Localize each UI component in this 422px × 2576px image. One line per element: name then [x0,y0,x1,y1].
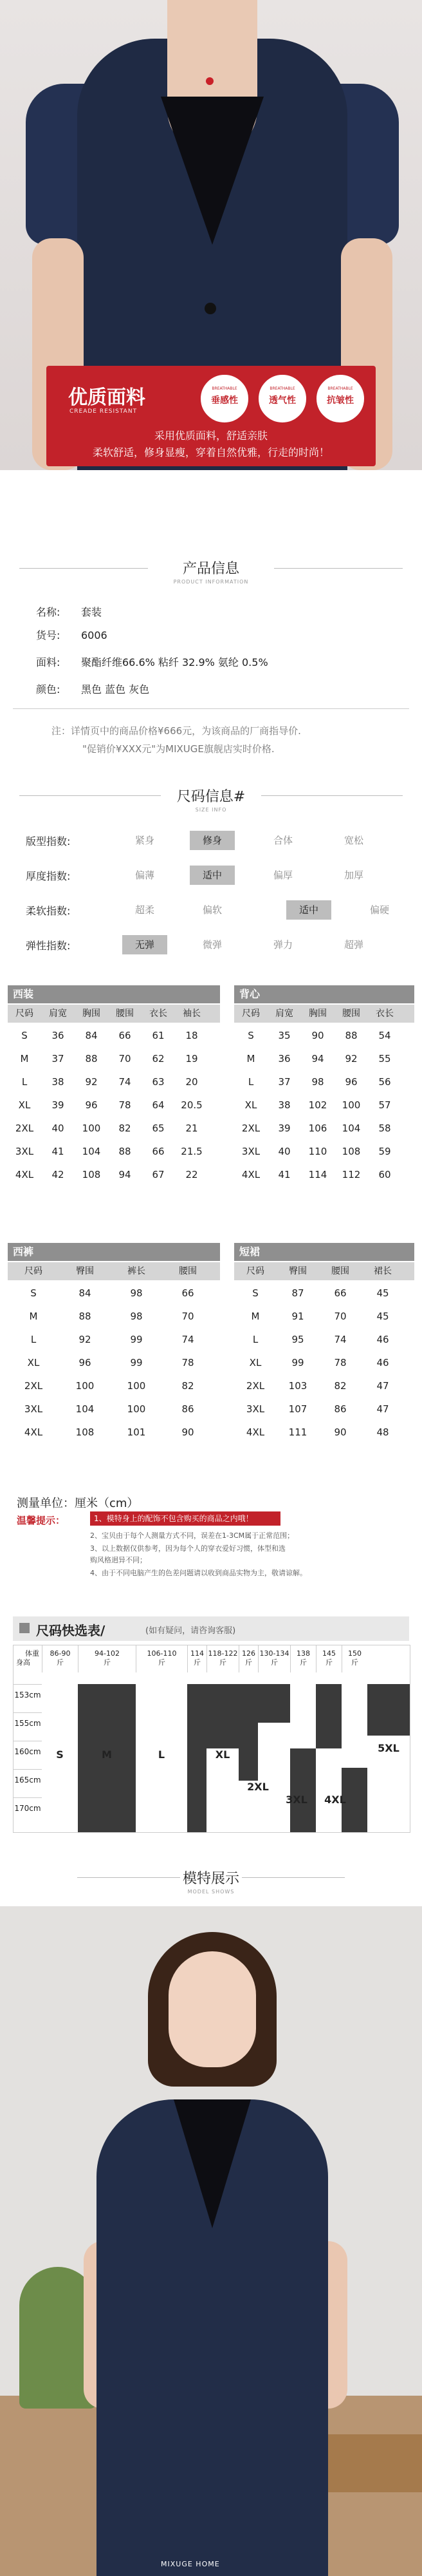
size-table-cell: 45 [376,1311,389,1322]
size-table-cell: 2XL [246,1380,265,1392]
index-option-selected: 适中 [190,866,235,885]
size-table-cell: 4XL [241,1169,261,1180]
size-table-header-cell: 胸围 [309,1009,327,1019]
size-table-cell: 2XL [24,1380,43,1392]
size-label: 2XL [247,1781,269,1793]
size-table-cell: 56 [378,1076,391,1088]
index-option: 加厚 [344,869,363,881]
index-option: 紧身 [134,835,154,846]
feature-en: BREATHABLE [212,386,237,391]
size-table-cell: 96 [85,1099,98,1111]
size-table-cell: 54 [378,1030,391,1041]
index-option: 合体 [273,835,293,846]
size-table-cell: 65 [152,1122,165,1134]
section-subtitle: SIZE INFO [195,807,227,813]
size-table-header-cell: 尺码 [246,1266,264,1276]
size-table-cell: L [252,1334,259,1345]
size-table-header-cell: 尺码 [15,1009,33,1019]
size-table-header-cell: 腰围 [116,1009,134,1019]
info-label: 颜色: [36,683,60,696]
info-name [36,604,102,619]
index-label: 版型指数: [26,835,71,848]
size-table-cell: 104 [75,1403,95,1415]
hero-image [0,0,422,470]
size-table-cell: 111 [288,1426,307,1438]
square-icon [19,1623,30,1633]
size-table-cell: 58 [378,1122,391,1134]
size-table-cell: 103 [288,1380,307,1392]
weight-header: 138 斤 [290,1645,316,1672]
size-table-cell: 78 [181,1357,194,1368]
size-table-cell: 66 [118,1030,131,1041]
size-table-cell: 38 [278,1099,291,1111]
size-table-cell: 91 [291,1311,304,1322]
size-table-cell: 64 [152,1099,165,1111]
size-table-cell: 104 [342,1122,361,1134]
size-table-cell: 88 [345,1030,358,1041]
size-table-cell: 60 [378,1169,391,1180]
index-label: 柔软指数: [26,905,71,917]
fabric-banner [46,366,376,466]
tip-line: 4、由于不同电脑产生的色差问题请以收到商品实物为主，敬请谅解。 [90,1569,307,1577]
weight-header: 130-134 斤 [258,1645,290,1672]
size-table-cell: 74 [181,1334,194,1345]
size-table-cell: 84 [78,1287,91,1299]
size-table-cell: 99 [291,1357,304,1368]
index-option-selected: 无弹 [122,935,167,954]
size-table-cell: 108 [342,1146,361,1157]
size-table-cell: 2XL [15,1122,34,1134]
size-table-cell: 110 [308,1146,327,1157]
size-table-cell: 92 [345,1053,358,1065]
size-table-header-cell: 衣长 [149,1009,167,1019]
tip-label: 温馨提示： [17,1515,66,1526]
corner-weight: 体重 [25,1649,39,1658]
weight-header: 106-110 斤 [136,1645,187,1672]
size-table-cell: 82 [181,1380,194,1392]
size-table-cell: S [248,1030,254,1041]
size-table-cell: S [252,1287,259,1299]
size-table-cell: 99 [130,1357,143,1368]
weight-header: 94-102 斤 [78,1645,136,1672]
quick-size-hint: (如有疑问，请咨询客服) [145,1626,236,1636]
size-table-cell: 19 [185,1053,198,1065]
size-table-cell: 100 [127,1380,146,1392]
size-table-cell: 84 [85,1030,98,1041]
size-table-cell: 40 [278,1146,291,1157]
info-value: 聚酯纤维66.6% 粘纤 32.9% 氨纶 0.5% [81,656,268,668]
size-table-cell: 107 [288,1403,307,1415]
banner-desc-1: 采用优质面料，舒适亲肤 [154,430,268,442]
size-table-cell: M [251,1311,260,1322]
index-option: 微弹 [202,939,222,951]
size-table-cell: 101 [127,1426,146,1438]
size-table-header-cell: 腰围 [342,1009,360,1019]
index-option: 偏硬 [369,904,389,916]
feature-cn: 抗皱性 [327,395,354,406]
size-table-cell: 39 [278,1122,291,1134]
feature-en: BREATHABLE [270,386,295,391]
size-table-cell: 100 [82,1122,101,1134]
index-option: 宽松 [344,835,363,846]
info-sku [36,627,107,642]
corner-height: 身高 [16,1658,30,1667]
size-table-cell: 41 [278,1169,291,1180]
size-block [290,1748,316,1832]
index-option: 超柔 [134,904,154,916]
height-label: 160cm [14,1741,42,1762]
size-table-cell: 100 [127,1403,146,1415]
quick-size-bar [13,1616,409,1641]
size-table-cell: 106 [308,1122,327,1134]
section-title: 模特展示 [182,1871,239,1887]
size-table-cell: 108 [75,1426,95,1438]
size-table-cell: 66 [334,1287,347,1299]
index-option: 偏厚 [273,869,293,881]
size-table-cell: 100 [342,1099,361,1111]
size-table-cell: L [21,1076,28,1088]
index-option-selected: 修身 [190,831,235,850]
size-table-cell: 90 [311,1030,324,1041]
size-table-cell: M [29,1311,38,1322]
size-table-cell: 66 [181,1287,194,1299]
size-table-header-cell: 裤长 [127,1266,145,1276]
index-label: 弹性指数: [26,940,71,952]
size-table-cell: XL [244,1099,257,1111]
size-table-cell: XL [249,1357,262,1368]
size-table-cell: 92 [78,1334,91,1345]
weight-header: 118-122 斤 [206,1645,239,1672]
size-label: 3XL [286,1794,307,1806]
size-table-header-cell: 尺码 [242,1009,260,1019]
size-info-heading [0,786,422,813]
height-label: 155cm [14,1712,42,1734]
size-table-cell: 4XL [24,1426,43,1438]
height-label: 170cm [14,1797,42,1819]
size-table-cell: 63 [152,1076,165,1088]
size-table-cell: 96 [78,1357,91,1368]
index-option: 偏薄 [134,869,154,881]
size-table-cell: 21.5 [181,1146,203,1157]
size-table-cell: 66 [152,1146,165,1157]
feature-cn: 透气性 [269,395,296,406]
index-fit [26,831,399,850]
section-subtitle: PRODUCT INFORMATION [173,579,249,585]
feature-badge-drape [201,375,248,422]
size-table-cell: 100 [75,1380,95,1392]
size-table-cell: 36 [278,1053,291,1065]
size-table-cell: L [30,1334,37,1345]
section-subtitle: MODEL SHOWS [187,1889,235,1895]
size-table-cell: 20 [185,1076,198,1088]
size-table-cell: 88 [85,1053,98,1065]
size-label: XL [215,1748,230,1761]
index-elasticity [26,935,399,954]
size-table-cell: 3XL [24,1403,43,1415]
size-table-cell: 90 [181,1426,194,1438]
weight-header: 150 斤 [342,1645,367,1672]
size-table-cell: 2XL [241,1122,261,1134]
index-label: 厚度指数: [26,870,71,882]
size-table-cell: 82 [334,1380,347,1392]
size-table-cell: 3XL [15,1146,34,1157]
size-table-cell: 42 [51,1169,64,1180]
quick-size-grid [13,1645,410,1833]
size-table-cell: 102 [308,1099,327,1111]
info-label: 面料: [36,656,60,668]
banner-subtitle: CREADE RESISTANT [69,408,138,415]
measure-unit: 测量单位：厘米（cm） [17,1497,139,1510]
size-block [367,1684,410,1736]
weight-header: 145 斤 [316,1645,342,1672]
size-table-cell: 78 [118,1099,131,1111]
size-table-cell: 74 [118,1076,131,1088]
hero-inner-top [161,97,264,245]
size-label: 4XL [324,1794,346,1806]
size-table-cell: 92 [85,1076,98,1088]
size-table-header-cell: 腰围 [331,1266,349,1276]
size-table-cell: 86 [181,1403,194,1415]
size-table-title: 西裤 [8,1243,220,1261]
size-table-cell: 48 [376,1426,389,1438]
size-table-cell: 40 [51,1122,64,1134]
size-table-cell: 3XL [241,1146,261,1157]
size-label: M [102,1748,112,1761]
size-table-cell: 94 [118,1169,131,1180]
size-table-cell: 38 [51,1076,64,1088]
banner-title: 优质面料 [68,386,145,409]
size-table-cell: M [20,1053,29,1065]
size-block [258,1684,290,1723]
size-table-cell: 70 [334,1311,347,1322]
size-table-cell: 46 [376,1357,389,1368]
hero-pendant [206,77,214,85]
size-block [239,1684,258,1781]
tip-line: 2、宝贝由于每个人测量方式不同，误差在1-3CM属于正常范围； [90,1531,295,1540]
size-table-header-cell: 衣长 [376,1009,394,1019]
info-value: 黑色 蓝色 灰色 [81,683,150,696]
size-table-cell: 114 [308,1169,327,1180]
size-table-cell: 78 [334,1357,347,1368]
size-table-cell: 88 [118,1146,131,1157]
size-table-title: 背心 [234,985,414,1003]
size-table-cell: 59 [378,1146,391,1157]
model-inner-top [174,2099,251,2228]
size-table-cell: 18 [185,1030,198,1041]
quick-size-title: 尺码快选表/ [36,1623,106,1638]
feature-badge-wrinkle [316,375,364,422]
size-table-cell: 39 [51,1099,64,1111]
size-table-cell: 37 [51,1053,64,1065]
size-table-cell: 95 [291,1334,304,1345]
size-table-cell: 47 [376,1403,389,1415]
size-table-header-cell: 肩宽 [49,1009,67,1019]
size-table-cell: 45 [376,1287,389,1299]
feature-cn: 垂感性 [211,395,238,406]
size-table-cell: 88 [78,1311,91,1322]
size-table-cell: 36 [51,1030,64,1041]
feature-en: BREATHABLE [327,386,353,391]
tip-highlight: 1、模特身上的配饰不包含购买的商品之内哦！ [90,1511,280,1526]
size-table-cell: S [21,1030,28,1041]
index-option: 偏软 [202,904,222,916]
size-table-header-cell: 臀围 [76,1266,94,1276]
size-table-header-cell: 胸围 [82,1009,100,1019]
size-table-header-cell: 肩宽 [275,1009,293,1019]
size-table-cell: S [30,1287,37,1299]
size-table-cell: 57 [378,1099,391,1111]
size-table-header-cell: 尺码 [24,1266,42,1276]
index-option-selected: 适中 [286,900,331,920]
size-table-cell: 61 [152,1030,165,1041]
size-table-header-cell: 腰围 [179,1266,197,1276]
height-label: 165cm [14,1769,42,1790]
size-table-cell: 99 [130,1334,143,1345]
size-table-cell: XL [18,1099,31,1111]
size-table-cell: M [246,1053,255,1065]
size-table-cell: 98 [130,1311,143,1322]
banner-desc-2: 柔软舒适，修身显瘦，穿着自然优雅，行走的时尚！ [92,446,329,459]
size-table-cell: 70 [118,1053,131,1065]
tip-line: 3、以上数据仅供参考，因为每个人的穿衣爱好习惯，体型和选 [90,1544,286,1553]
model-face [169,1951,256,2067]
size-table-cell: 98 [130,1287,143,1299]
info-label: 货号: [36,629,60,641]
size-table-header-cell: 袖长 [183,1009,201,1019]
size-table-cell: 112 [342,1169,361,1180]
size-table-cell: 67 [152,1169,165,1180]
product-info-heading [0,558,422,585]
size-label: S [56,1748,64,1761]
size-table-cell: 104 [82,1146,101,1157]
size-block [206,1684,239,1748]
index-softness [26,900,399,920]
size-table-title: 短裙 [234,1243,414,1261]
size-table-cell: 22 [185,1169,198,1180]
size-block [316,1684,342,1748]
size-table-cell: 47 [376,1380,389,1392]
section-title: 产品信息 [182,561,239,577]
section-title: 尺码信息# [176,789,246,805]
size-table-cell: 4XL [15,1169,34,1180]
weight-header: 126 斤 [239,1645,258,1672]
size-table-cell: 94 [311,1053,324,1065]
model-photo [0,1906,422,2576]
size-table-cell: 37 [278,1076,291,1088]
weight-header: 114 斤 [187,1645,206,1672]
size-label: L [158,1748,165,1761]
size-table-cell: 98 [311,1076,324,1088]
size-table-cell: 4XL [246,1426,265,1438]
size-table-cell: 41 [51,1146,64,1157]
size-block [187,1684,206,1832]
weight-header: 86-90 斤 [42,1645,78,1672]
info-value: 套装 [81,606,102,618]
index-option: 超弹 [344,939,363,951]
hero-jacket-button [205,303,216,314]
size-table-cell: 108 [82,1169,101,1180]
size-table-cell: 46 [376,1334,389,1345]
info-color [36,681,149,696]
index-thickness [26,866,399,885]
size-table-cell: 62 [152,1053,165,1065]
size-table-header-cell: 裙长 [374,1266,392,1276]
info-label: 名称: [36,606,60,618]
model-heading [0,1868,422,1895]
index-option: 弹力 [273,939,293,951]
size-table-cell: 21 [185,1122,198,1134]
size-table-cell: 70 [181,1311,194,1322]
size-table-cell: XL [27,1357,40,1368]
size-table-cell: 87 [291,1287,304,1299]
height-label: 153cm [14,1684,42,1705]
size-table-header-cell: 臀围 [289,1266,307,1276]
size-table-title: 西装 [8,985,220,1003]
size-table-cell: 74 [334,1334,347,1345]
size-label: 5XL [378,1742,399,1754]
size-table-cell: L [248,1076,254,1088]
size-table-cell: 35 [278,1030,291,1041]
size-table-cell: 96 [345,1076,358,1088]
size-table-cell: 3XL [246,1403,265,1415]
feature-badge-breathable [259,375,306,422]
size-table-cell: 86 [334,1403,347,1415]
size-table-cell: 55 [378,1053,391,1065]
divider [13,708,409,709]
price-note-1: 注：详情页中的商品价格¥666元，为该商品的厂商指导价. [51,725,301,737]
tip-line: 购风格迥异不同； [90,1556,147,1564]
watermark: MIXUGE HOME [161,2560,220,2568]
size-table-cell: 82 [118,1122,131,1134]
info-value: 6006 [81,629,107,641]
price-note-2: "促销价¥XXX元"为MIXUGE旗舰店实时价格. [82,743,275,755]
size-table-cell: 90 [334,1426,347,1438]
info-fabric [36,654,268,669]
size-table-cell: 20.5 [181,1099,203,1111]
